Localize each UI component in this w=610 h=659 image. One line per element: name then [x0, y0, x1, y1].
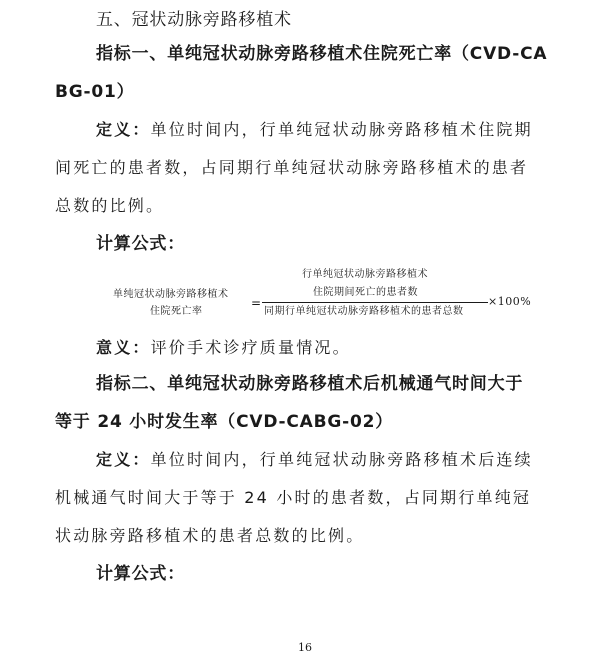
- formula-numerator-line1: 行单纯冠状动脉旁路移植术: [302, 269, 428, 280]
- section-title: 五、冠状动脉旁路移植术: [96, 10, 292, 30]
- page-number: 16: [298, 641, 312, 654]
- indicator2-definition-line2: 机械通气时间大于等于 24 小时的患者数，占同期行单纯冠: [55, 488, 532, 507]
- indicator1-definition-line1: [96, 118, 533, 142]
- indicator2-formula-label: 计算公式：: [96, 564, 185, 584]
- indicator2-title-line2: 等于 24 小时发生率（CVD-CABG-02）: [55, 412, 394, 432]
- formula-lhs-line1: 单纯冠状动脉旁路移植术: [113, 289, 229, 300]
- indicator2-definition-line3: 状动脉旁路移植术的患者总数的比例。: [55, 526, 365, 545]
- formula-numerator-line2: 住院期间死亡的患者数: [313, 287, 418, 298]
- significance-label: 意义：: [96, 338, 151, 357]
- definition-text: 单位时间内，行单纯冠状动脉旁路移植术住院期: [150, 120, 533, 139]
- formula-denominator: 同期行单纯冠状动脉旁路移植术的患者总数: [264, 306, 464, 317]
- indicator1-definition-line2: 间死亡的患者数，占同期行单纯冠状动脉旁路移植术的患者: [55, 158, 529, 177]
- indicator1-title-line1: 指标一、单纯冠状动脉旁路移植术住院死亡率（CVD-CA: [96, 44, 548, 64]
- indicator1-significance: [96, 336, 351, 360]
- definition-label: 定义：: [96, 120, 151, 139]
- formula-multiplier: ×100%: [488, 295, 532, 308]
- fraction-bar: [262, 302, 488, 303]
- indicator1-title-line2: BG-01）: [55, 82, 135, 102]
- formula-equals: =: [251, 296, 262, 310]
- definition-text: 单位时间内，行单纯冠状动脉旁路移植术后连续: [150, 450, 533, 469]
- definition-label: 定义：: [96, 450, 151, 469]
- formula-lhs-line2: 住院死亡率: [150, 306, 203, 317]
- indicator2-title-line1: 指标二、单纯冠状动脉旁路移植术后机械通气时间大于: [96, 374, 524, 394]
- indicator2-definition-line1: [96, 448, 533, 472]
- indicator1-definition-line3: 总数的比例。: [55, 196, 165, 215]
- significance-text: 评价手术诊疗质量情况。: [150, 338, 351, 357]
- indicator1-formula-label: 计算公式：: [96, 234, 185, 254]
